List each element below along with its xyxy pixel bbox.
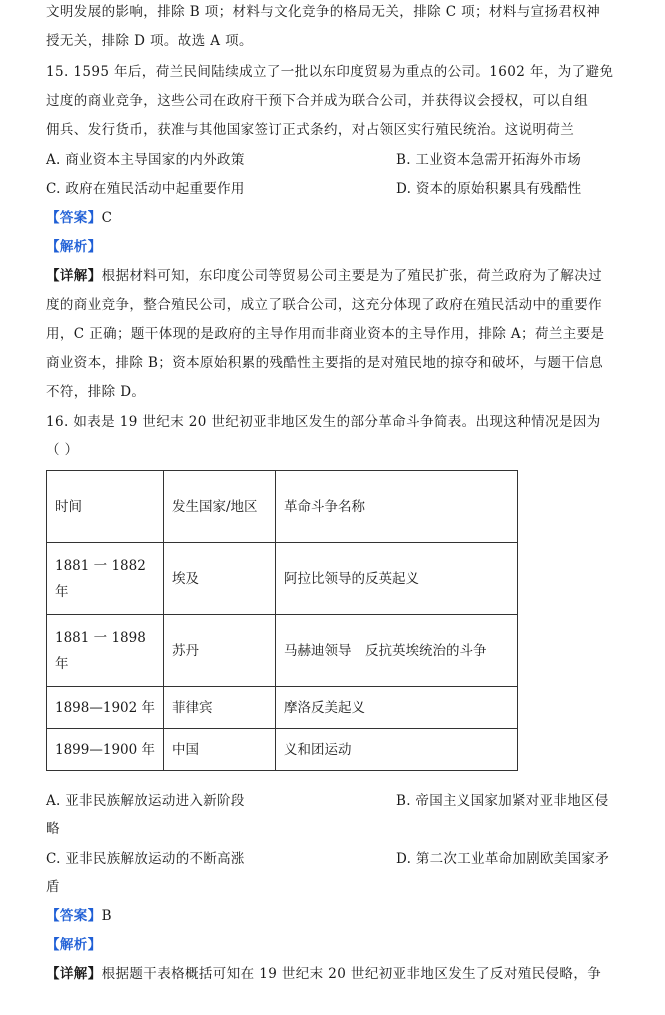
q16-detail-line-1	[46, 964, 646, 984]
table-cell: 1881 一 1898 年	[47, 615, 164, 687]
table-row	[47, 543, 518, 615]
table-cell: 1898—1902 年	[47, 687, 164, 729]
q15-analysis-label: 【解析】	[46, 239, 102, 255]
q15-option-d: D. 资本的原始积累具有残酷性	[396, 181, 582, 197]
q15-detail-line-3: 用，C 正确；题干体现的是政府的主导作用而非商业资本的主导作用，排除 A；荷兰主要是	[46, 326, 605, 342]
q16-analysis-label: 【解析】	[46, 937, 102, 953]
table-cell: 阿拉比领导的反英起义	[276, 543, 518, 615]
q16-detail-text-1: 根据题干表格概括可知在 19 世纪末 20 世纪初亚非地区发生了反对殖民侵略，争	[101, 966, 602, 982]
intro-line-1: 文明发展的影响，排除 B 项；材料与文化竞争的格局无关，排除 C 项；材料与宣扬君权神	[46, 4, 601, 20]
q15-answer-value: C	[101, 210, 113, 226]
table-row	[47, 687, 518, 729]
q15-detail-line-2: 度的商业竞争，整合殖民公司，成立了联合公司，这充分体现了政府在殖民活动中的重要作	[46, 297, 602, 313]
q15-option-c: C. 政府在殖民活动中起重要作用	[46, 181, 245, 197]
q16-answer-value: B	[101, 908, 112, 924]
q15-analysis-tag	[46, 237, 646, 257]
q15-option-a: A. 商业资本主导国家的内外政策	[46, 152, 245, 168]
table-row	[47, 615, 518, 687]
q16-option-d: D. 第二次工业革命加剧欧美国家矛	[396, 851, 610, 867]
q15-stem-line-2: 过度的商业竞争，这些公司在政府干预下合并成为联合公司，并获得议会授权，可以自组	[46, 93, 589, 109]
q16-detail-tag: 【详解】	[46, 966, 102, 982]
table-cell: 马赫迪领导 反抗英埃统治的斗争	[276, 615, 518, 687]
q15-detail-tag: 【详解】	[46, 268, 102, 284]
table-cell: 1899—1900 年	[47, 729, 164, 771]
table-cell: 中国	[164, 729, 276, 771]
q16-answer-tag: 【答案】	[46, 908, 102, 924]
table-header-cell: 时间	[47, 471, 164, 543]
q15-stem-line-1: 15. 1595 年后，荷兰民间陆续成立了一批以东印度贸易为重点的公司。1602 年，为了避免	[46, 64, 614, 80]
table-header-row	[47, 471, 518, 543]
q16-option-b: B. 帝国主义国家加紧对亚非地区侵	[396, 793, 609, 809]
q15-detail-line-5: 不符，排除 D。	[46, 384, 146, 400]
q15-detail-line-1	[46, 266, 646, 286]
table-cell: 苏丹	[164, 615, 276, 687]
q16-stem-line-2: （ ）	[46, 442, 79, 458]
q15-answer	[46, 208, 646, 228]
revolution-table	[46, 470, 518, 771]
table-cell: 义和团运动	[276, 729, 518, 771]
q15-option-b: B. 工业资本急需开拓海外市场	[396, 152, 582, 168]
q16-option-a: A. 亚非民族解放运动进入新阶段	[46, 793, 245, 809]
q15-detail-text-1: 根据材料可知，东印度公司等贸易公司主要是为了殖民扩张，荷兰政府为了解决过	[101, 268, 603, 284]
q16-option-b-wrap: 略	[46, 821, 60, 837]
q16-analysis-tag	[46, 935, 646, 955]
table-cell: 摩洛反美起义	[276, 687, 518, 729]
q16-option-d-wrap: 盾	[46, 879, 60, 895]
q15-stem-line-3: 佣兵、发行货币，获准与其他国家签订正式条约，对占领区实行殖民统治。这说明荷兰	[46, 122, 575, 138]
intro-line-2: 授无关，排除 D 项。故选 A 项。	[46, 33, 253, 49]
q16-answer	[46, 906, 646, 926]
q15-detail-line-4: 商业资本，排除 B；资本原始积累的残酷性主要指的是对殖民地的掠夺和破坏，与题干信息	[46, 355, 604, 371]
q16-option-c: C. 亚非民族解放运动的不断高涨	[46, 851, 245, 867]
table-cell: 菲律宾	[164, 687, 276, 729]
q15-answer-tag: 【答案】	[46, 210, 102, 226]
table-cell: 1881 一 1882 年	[47, 543, 164, 615]
table-header-cell: 发生国家/地区	[164, 471, 276, 543]
q16-stem-line-1: 16. 如表是 19 世纪末 20 世纪初亚非地区发生的部分革命斗争简表。出现这种情况是因为	[46, 414, 601, 430]
table-row	[47, 729, 518, 771]
table-cell: 埃及	[164, 543, 276, 615]
table-header-cell: 革命斗争名称	[276, 471, 518, 543]
